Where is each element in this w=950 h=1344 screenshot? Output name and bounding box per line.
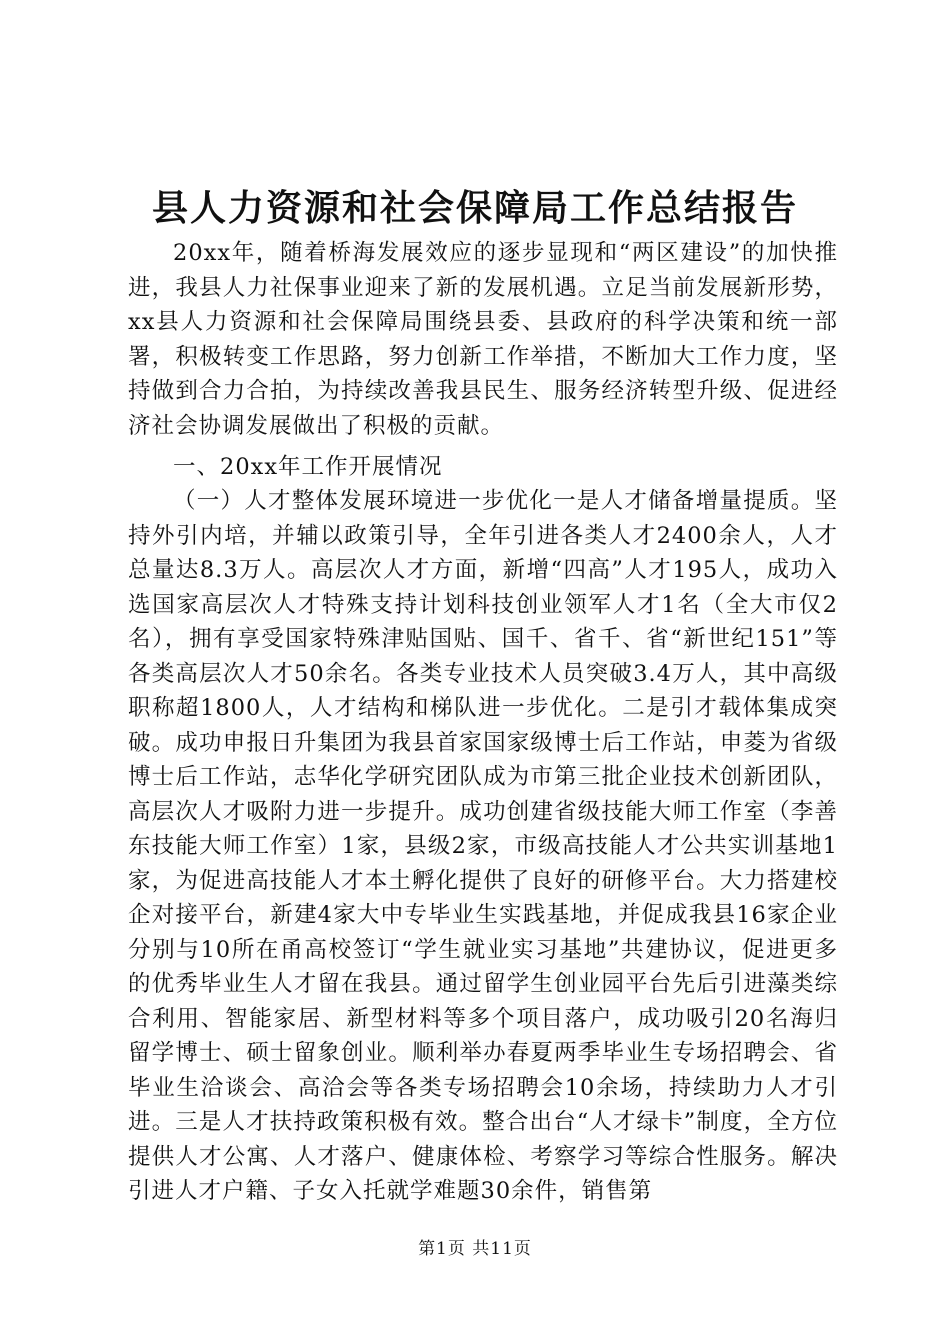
section-paragraph: （一）人才整体发展环境进一步优化一是人才储备增量提质。坚持外引内培，并辅以政策引导，全年引进各类人才2400余人，人才总量达8.3万人。高层次人才方面，新增“四高”人才195人，成功入选国家高层次人才特殊支持计划科技创业领军人才1名（全大市仅2名），拥有享受国家特殊津贴国贴、国千、省千、省“新世纪151”等各类高层次人才50余名。各类专业技术人员突破3.4万人，其中高级职称超1800人，人才结构和梯队进一步优化。二是引才载体集成突破。成功申报日升集团为我县首家国家级博士后工作站，申菱为省级博士后工作站，志华化学研究团队成为市第三批企业技术创新团队，高层次人才吸附力进一步提升。成功创建省级技能大师工作室（李善东技能大师工作室）1家，县级2家，市级高技能人才公共实训基地1家，为促进高技能人才本土孵化提供了良好的研修平台。大力搭建校企对接平台，新建4家大中专毕业生实践基地，并促成我县16家企业分别与10所在甬高校签订“学生就业实习基地”共建协议，促进更多的优秀毕业生人才留在我县。通过留学生创业园平台先后引进藻类综合利用、智能家居、新型材料等多个项目落户，成功吸引20名海归留学博士、硕士留象创业。顺利举办春夏两季毕业生专场招聘会、省毕业生洽谈会、高洽会等各类专场招聘会10余场，持续助力人才引进。三是人才扶持政策积极有效。整合出台“人才绿卡”制度，全方位提供人才公寓、人才落户、健康体检、考察学习等综合性服务。解决引进人才户籍、子女入托就学难题30余件，销售第: [128, 488, 838, 1204]
intro-paragraph: 20xx年，随着桥海发展效应的逐步显现和“两区建设”的加快推进，我县人力社保事业迎来了新的发展机遇。立足当前发展新形势，xx县人力资源和社会保障局围绕县委、县政府的科学决策和统一部署，积极转变工作思路，努力创新工作举措，不断加大工作力度，坚持做到合力合拍，为持续改善我县民生、服务经济转型升级、促进经济社会协调发展做出了积极的贡献。: [128, 240, 838, 439]
page-indicator: 第1页 共11页: [418, 1239, 532, 1259]
section-heading: 一、20xx年工作开展情况: [173, 454, 443, 480]
document-title: 县人力资源和社会保障局工作总结报告: [151, 187, 798, 229]
